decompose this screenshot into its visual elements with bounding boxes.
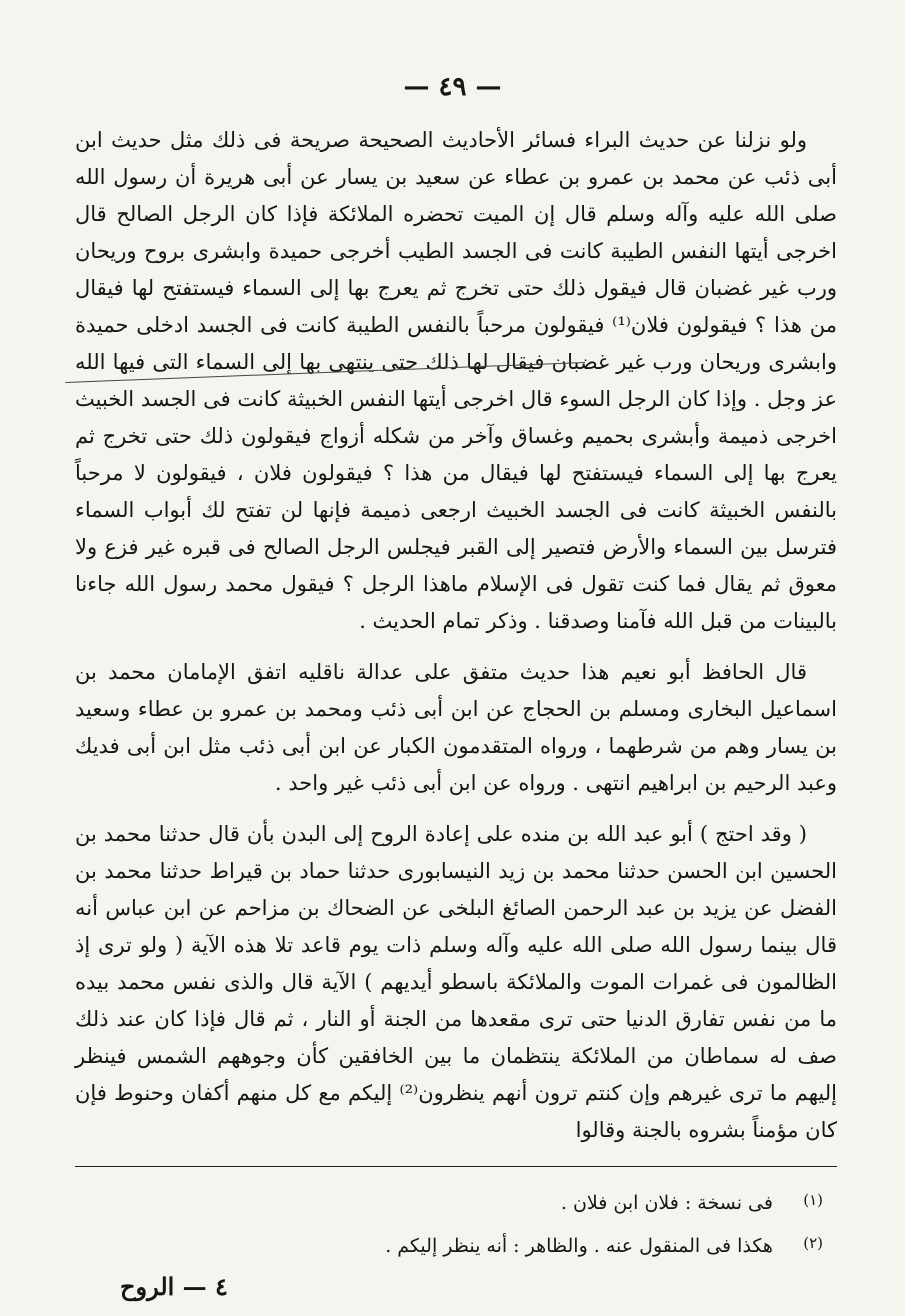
footnote-marker: (٢)	[803, 1234, 823, 1252]
paragraph-hadith: ولو نزلنا عن حديث البراء فسائر الأحاديث الصحيحة صريحة فى ذلك مثل حديث ابن أبى ذئب عن محمد بن عمرو بن عطاء عن سعيد بن يسار عن أبى هريرة أن رسول الله صلى الله عليه وآله وسلم قال إن الميت تحضره الملائكة فإذا كان الرجل الصالح قال اخرجى أيتها النفس الطيبة كانت فى الجسد الطيب أخرجى حميدة وابشرى بروح وريحان ورب غير غضبان قال فيقول ذلك حتى تخرج ثم يعرج بها إلى السماء فيستفتح لها فيقال من هذا ؟ فيقولون فلان⁽¹⁾ فيقولون مرحباً بالنفس الطيبة كانت فى الجسد ادخلى حميدة وابشرى وريحان ورب غير غضبان فيقال لها ذلك حتى ينتهى بها إلى السماء التى فيها الله عز وجل . وإذا كان الرجل السوء قال اخرجى أيتها النفس الخبيثة كانت فى الجسد الخبيث اخرجى ذميمة وأبشرى بحميم وغساق وآخر من شكله أزواج فيقولون ذلك حتى تخرج ثم يعرج بها إلى السماء فيستفتح لها فيقال من هذا ؟ فيقولون فلان ، فيقولون لا مرحباً بالنفس الخبيثة كانت فى الجسد الخبيث ارجعى ذميمة فإنها لن تفتح لك أبواب السماء فترسل بين السماء والأرض فتصير إلى القبر فيجلس الرجل الصالح فى قبره غير فزع ولا معوق ثم يقال فما كنت تقول فى الإسلام ماهذا الرجل ؟ فيقول محمد رسول الله جاءنا بالبينات من قبل الله فآمنا وصدقنا . وذكر تمام الحديث .	[75, 128, 837, 633]
main-text	[75, 122, 837, 1149]
footnote-item	[83, 1180, 823, 1223]
footnote-text: هكذا فى المنقول عنه . والظاهر : أنه ينظر إليكم .	[385, 1235, 773, 1257]
signature-mark: ٤ — الروح	[120, 1272, 228, 1301]
paragraph-ibn-mandah: ( وقد احتج ) أبو عبد الله بن منده على إعادة الروح إلى البدن بأن قال حدثنا محمد بن الحسين ابن الحسن حدثنا محمد بن زيد النيسابورى حدثنا حماد بن قيراط حدثنا محمد بن الفضل عن يزيد بن عبد الرحمن الصائغ البلخى عن الضحاك بن مزاحم عن ابن عباس أنه قال بينما رسول الله صلى الله عليه وآله وسلم ذات يوم قاعد تلا هذه الآية ( ولو ترى إذ الظالمون فى غمرات الموت والملائكة باسطو أيديهم ) الآية قال والذى نفس محمد بيده ما من نفس تفارق الدنيا حتى ترى مقعدها من الجنة أو النار ، ثم قال فإذا كان عند ذلك صف له سماطان من الملائكة ينتظمان ما بين الخافقين كأن وجوههم الشمس فينظر إليهم ما ترى غيرهم وإن كنتم ترون أنهم ينظرون⁽²⁾ إليكم مع كل منهم أكفان وحنوط فإن كان مؤمناً بشروه بالجنة وقالوا	[75, 822, 837, 1142]
footnote-text: فى نسخة : فلان ابن فلان .	[560, 1192, 773, 1214]
footnote-item	[83, 1223, 823, 1266]
paragraph-abu-nuaym: قال الحافظ أبو نعيم هذا حديث متفق على عدالة ناقليه اتفق الإمامان محمد بن اسماعيل البخارى ومسلم بن الحجاج عن ابن أبى ذئب ومحمد بن عمرو بن عطاء وسعيد بن يسار وهم من شرطهما ، ورواه المتقدمون الكبار عن ابن أبى ذئب مثل ابن أبى فديك وعبد الرحيم بن ابراهيم انتهى . ورواه عن ابن أبى ذئب غير واحد .	[75, 660, 837, 795]
footnote-marker: (١)	[803, 1191, 823, 1209]
footnotes	[83, 1180, 823, 1266]
footnote-separator	[75, 1166, 837, 1167]
page-number: — ٤٩ —	[403, 72, 502, 102]
